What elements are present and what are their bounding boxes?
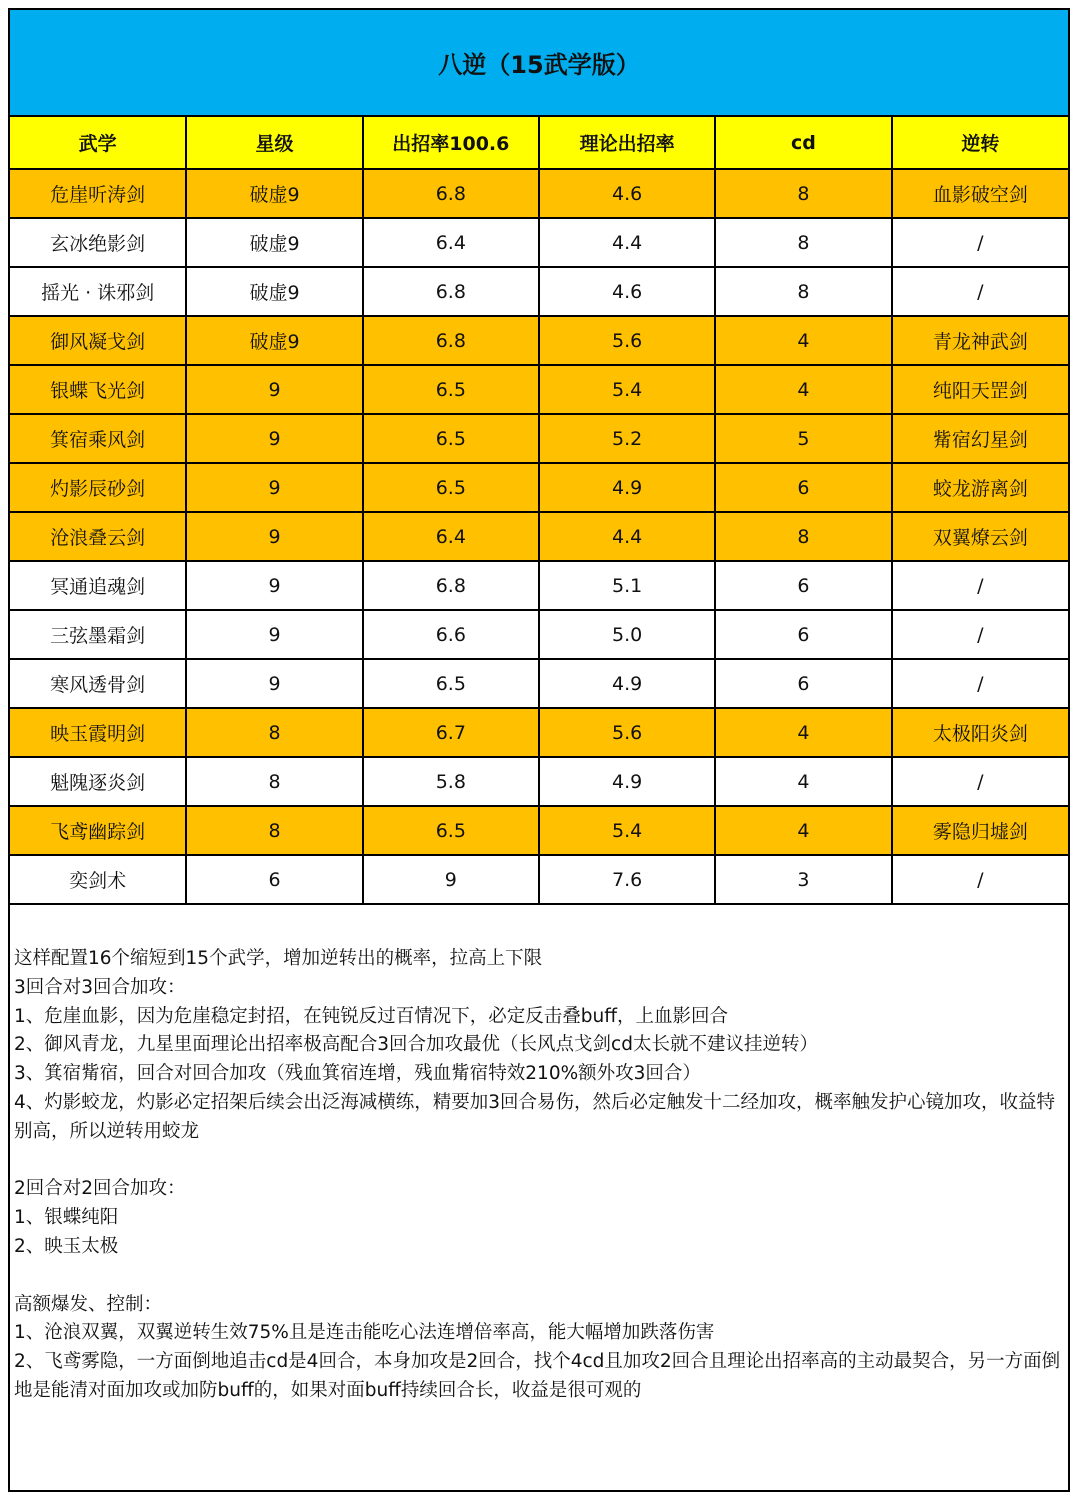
column-header: 星级: [186, 117, 362, 169]
notes-section: [10, 905, 1068, 1406]
table-cell: 5.4: [539, 365, 715, 414]
note-line: 2、映玉太极: [14, 1235, 119, 1257]
table-cell: 银蝶飞光剑: [10, 365, 186, 414]
sheet-title: 八逆（15武学版）: [10, 10, 1068, 117]
column-header: 逆转: [892, 117, 1068, 169]
note-line: 2、飞鸢雾隐，一方面倒地追击cd是4回合，本身加攻是2回合，找个4cd且加攻2回合且理论出招率高的主动最契合，另一方面倒地是能清对面加攻或加防buff的，如果对面buff持续回合长，收益是很可观的: [14, 1351, 1061, 1401]
table-cell: 5.1: [539, 561, 715, 610]
table-cell: 4: [715, 365, 891, 414]
table-cell: 飞鸢幽踪剑: [10, 806, 186, 855]
table-cell: /: [892, 561, 1068, 610]
note-line: 3回合对3回合加攻：: [14, 976, 186, 998]
table-row: [10, 169, 1068, 218]
table-cell: 4.6: [539, 267, 715, 316]
table-cell: 寒风透骨剑: [10, 659, 186, 708]
table-row: [10, 218, 1068, 267]
table-cell: 三弦墨霜剑: [10, 610, 186, 659]
table-cell: 箕宿乘风剑: [10, 414, 186, 463]
note-line: 高额爆发、控制：: [14, 1293, 163, 1315]
table-cell: 6: [715, 463, 891, 512]
table-cell: 4.6: [539, 169, 715, 218]
table-cell: 6.4: [363, 218, 539, 267]
table-cell: 沧浪叠云剑: [10, 512, 186, 561]
table-cell: 6.8: [363, 561, 539, 610]
column-header: cd: [715, 117, 891, 169]
table-cell: 御风凝戈剑: [10, 316, 186, 365]
table-cell: 6: [715, 561, 891, 610]
table-cell: 6.5: [363, 365, 539, 414]
table-cell: 4.4: [539, 218, 715, 267]
column-header: 武学: [10, 117, 186, 169]
table-cell: 8: [186, 757, 362, 806]
table-cell: 冥通追魂剑: [10, 561, 186, 610]
table-cell: 4: [715, 806, 891, 855]
table-cell: 破虚9: [186, 169, 362, 218]
table-cell: 8: [186, 708, 362, 757]
table-cell: 6.5: [363, 414, 539, 463]
table-cell: 9: [186, 659, 362, 708]
table-cell: 6.7: [363, 708, 539, 757]
table-row: [10, 463, 1068, 512]
table-cell: /: [892, 757, 1068, 806]
table-cell: 破虚9: [186, 267, 362, 316]
table-cell: /: [892, 267, 1068, 316]
table-cell: 5.2: [539, 414, 715, 463]
table-cell: 5.6: [539, 708, 715, 757]
table-cell: 太极阳炎剑: [892, 708, 1068, 757]
note-line: 1、沧浪双翼，双翼逆转生效75%且是连击能吃心法连增倍率高，能大幅增加跌落伤害: [14, 1322, 715, 1344]
table-cell: 5.0: [539, 610, 715, 659]
table-cell: 9: [186, 365, 362, 414]
table-cell: 摇光 · 诛邪剑: [10, 267, 186, 316]
table-cell: 6.4: [363, 512, 539, 561]
table-cell: /: [892, 659, 1068, 708]
table-cell: 6.8: [363, 316, 539, 365]
table-cell: 奕剑术: [10, 855, 186, 904]
table-cell: 4.9: [539, 757, 715, 806]
table-cell: 5.6: [539, 316, 715, 365]
table-cell: 9: [186, 610, 362, 659]
table-cell: 6: [715, 610, 891, 659]
table-cell: 6: [186, 855, 362, 904]
table-cell: 危崖听涛剑: [10, 169, 186, 218]
table-row: [10, 806, 1068, 855]
note-line: 3、箕宿觜宿，回合对回合加攻（残血箕宿连增，残血觜宿特效210%额外攻3回合）: [14, 1063, 701, 1085]
column-header: 理论出招率: [539, 117, 715, 169]
table-cell: 破虚9: [186, 316, 362, 365]
table-cell: 玄冰绝影剑: [10, 218, 186, 267]
note-line: 1、银蝶纯阳: [14, 1207, 119, 1229]
table-cell: 9: [363, 855, 539, 904]
table-cell: 4.4: [539, 512, 715, 561]
table-cell: 4.9: [539, 659, 715, 708]
table-cell: 映玉霞明剑: [10, 708, 186, 757]
table-row: [10, 512, 1068, 561]
table-cell: 5.4: [539, 806, 715, 855]
table-cell: 6.8: [363, 267, 539, 316]
table-cell: 9: [186, 414, 362, 463]
table-row: [10, 267, 1068, 316]
table-cell: 纯阳天罡剑: [892, 365, 1068, 414]
table-cell: 4: [715, 316, 891, 365]
table-cell: /: [892, 218, 1068, 267]
table-cell: 8: [715, 267, 891, 316]
note-line: 1、危崖血影，因为危崖稳定封招，在钝锐反过百情况下，必定反击叠buff，上血影回合: [14, 1005, 728, 1027]
column-header: 出招率100.6: [363, 117, 539, 169]
table-cell: 觜宿幻星剑: [892, 414, 1068, 463]
table-row: [10, 757, 1068, 806]
table-cell: 4.9: [539, 463, 715, 512]
table-cell: 魁隗逐炎剑: [10, 757, 186, 806]
table-cell: 4: [715, 708, 891, 757]
table-cell: 6.5: [363, 463, 539, 512]
table-cell: 6.6: [363, 610, 539, 659]
table-header-row: [10, 117, 1068, 169]
table-cell: 8: [715, 512, 891, 561]
table-cell: 9: [186, 463, 362, 512]
note-spacer: [14, 1262, 1062, 1291]
table-cell: /: [892, 855, 1068, 904]
note-line: 2回合对2回合加攻：: [14, 1178, 186, 1200]
spreadsheet: [8, 8, 1070, 1492]
table-row: [10, 659, 1068, 708]
table-cell: 5.8: [363, 757, 539, 806]
table-cell: 4: [715, 757, 891, 806]
table-cell: 灼影辰砂剑: [10, 463, 186, 512]
note-line: 4、灼影蛟龙，灼影必定招架后续会出泛海减横练，精要加3回合易伤，然后必定触发十二经加攻，概率触发护心镜加攻，收益特别高，所以逆转用蛟龙: [14, 1091, 1056, 1142]
table-row: [10, 414, 1068, 463]
note-line: 这样配置16个缩短到15个武学，增加逆转出的概率，拉高上下限: [14, 948, 543, 969]
table-cell: 3: [715, 855, 891, 904]
table-cell: /: [892, 610, 1068, 659]
table-row: [10, 365, 1068, 414]
table-cell: 8: [186, 806, 362, 855]
table-row: [10, 316, 1068, 365]
table-cell: 血影破空剑: [892, 169, 1068, 218]
table-cell: 6.8: [363, 169, 539, 218]
skills-table: [10, 117, 1068, 905]
table-row: [10, 708, 1068, 757]
table-cell: 7.6: [539, 855, 715, 904]
table-cell: 蛟龙游离剑: [892, 463, 1068, 512]
table-cell: 9: [186, 561, 362, 610]
table-cell: 6.5: [363, 806, 539, 855]
note-spacer: [14, 1147, 1062, 1176]
table-row: [10, 610, 1068, 659]
table-cell: 8: [715, 218, 891, 267]
table-cell: 破虚9: [186, 218, 362, 267]
table-row: [10, 561, 1068, 610]
table-row: [10, 855, 1068, 904]
table-cell: 双翼燎云剑: [892, 512, 1068, 561]
note-line: 2、御风青龙，九星里面理论出招率极高配合3回合加攻最优（长风点戈剑cd太长就不建议挂逆转）: [14, 1034, 818, 1056]
table-cell: 青龙神武剑: [892, 316, 1068, 365]
table-cell: 6.5: [363, 659, 539, 708]
table-body: [10, 169, 1068, 904]
table-cell: 6: [715, 659, 891, 708]
table-cell: 9: [186, 512, 362, 561]
table-cell: 5: [715, 414, 891, 463]
table-cell: 雾隐归墟剑: [892, 806, 1068, 855]
table-cell: 8: [715, 169, 891, 218]
